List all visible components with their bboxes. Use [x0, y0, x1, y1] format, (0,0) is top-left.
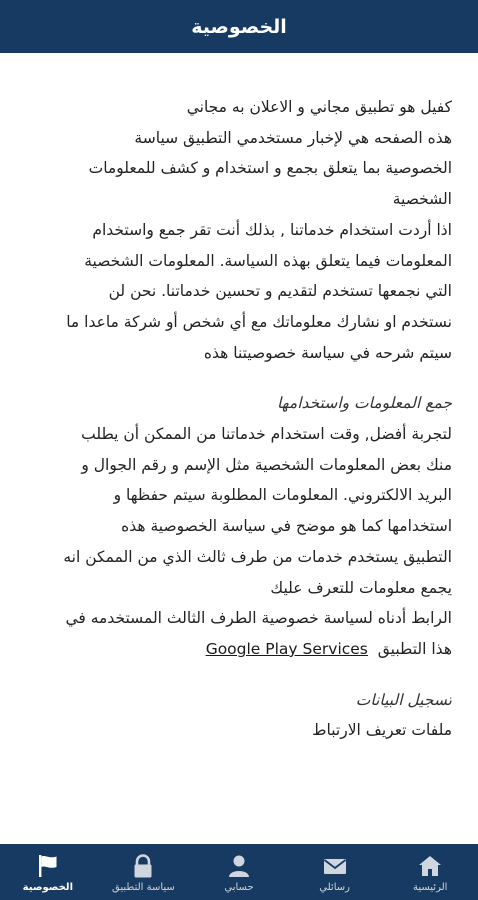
tab-app-policy[interactable]	[96, 844, 192, 900]
home-icon	[416, 852, 444, 880]
text-line: كفيل هو تطبيق مجاني و الاعلان به مجاني	[186, 98, 452, 116]
text-line: البريد الالكتروني. المعلومات المطلوبة سيتم حفظها و	[113, 486, 452, 505]
link-prefix: هذا التطبيق	[377, 639, 452, 658]
tab-account[interactable]	[191, 844, 287, 900]
lock-icon	[129, 852, 157, 880]
app-header	[0, 0, 478, 53]
tab-label: الرئيسية	[412, 882, 448, 893]
text-line: اذا أردت استخدام خدماتنا , بذلك أنت تقر جمع واستخدام	[92, 220, 452, 239]
flag-icon	[34, 852, 62, 880]
text-line: استخدامها كما هو موضح في سياسة الخصوصية هذه	[121, 517, 452, 536]
google-play-services-link[interactable]: Google Play Services	[205, 639, 368, 658]
text-line: ملفات تعريف الارتباط	[312, 721, 452, 740]
tab-label: رسائلي	[319, 882, 350, 893]
text-line: هذه الصفحه هي لإخبار مستخدمي التطبيق سياسة	[134, 128, 452, 147]
tab-label: الخصوصية	[22, 882, 73, 893]
text-line: نستخدم او نشارك معلوماتك مع أي شخص أو شركة ماعدا ما	[66, 312, 452, 331]
section-heading: جمع المعلومات واستخدامها	[277, 394, 452, 413]
text-line: منك بعض المعلومات الشخصية مثل الإسم و رقم الجوال و	[81, 455, 452, 474]
tab-label: حسابي	[224, 882, 254, 893]
text-line: المعلومات فيما يتعلق بهذه السياسة. المعلومات الشخصية	[84, 251, 452, 270]
section-heading: تسجيل البيانات	[355, 690, 452, 709]
text-line: سيتم شرحه في سياسة خصوصيتنا هذه	[203, 343, 452, 362]
tab-home[interactable]	[382, 844, 478, 900]
mail-icon	[321, 852, 349, 880]
user-icon	[225, 852, 253, 880]
text-line: لتجربة أفضل, وقت استخدام خدماتنا من الممكن أن يطلب	[81, 425, 452, 444]
privacy-content[interactable]	[22, 92, 452, 834]
text-line: التي نجمعها تستخدم لتقديم و تحسين خدماتنا. نحن لن	[108, 282, 452, 301]
tab-label: سياسة التطبيق	[112, 882, 175, 893]
text-line: يجمع معلومات للتعرف عليك	[270, 578, 452, 597]
text-line: التطبيق يستخدم خدمات من طرف ثالث الذي من الممكن انه	[63, 547, 452, 566]
tab-messages[interactable]	[287, 844, 383, 900]
link-line	[22, 634, 452, 665]
text-line: الخصوصية بما يتعلق بجمع و استخدام و كشف للمعلومات	[88, 159, 452, 178]
tab-privacy[interactable]	[0, 844, 96, 900]
text-line: الرابط أدناه لسياسة خصوصية الطرف الثالث المستخدمه في	[65, 609, 452, 628]
text-line: الشخصية	[392, 190, 452, 209]
page-title: الخصوصية	[191, 15, 287, 38]
bottom-tab-bar	[0, 844, 478, 900]
